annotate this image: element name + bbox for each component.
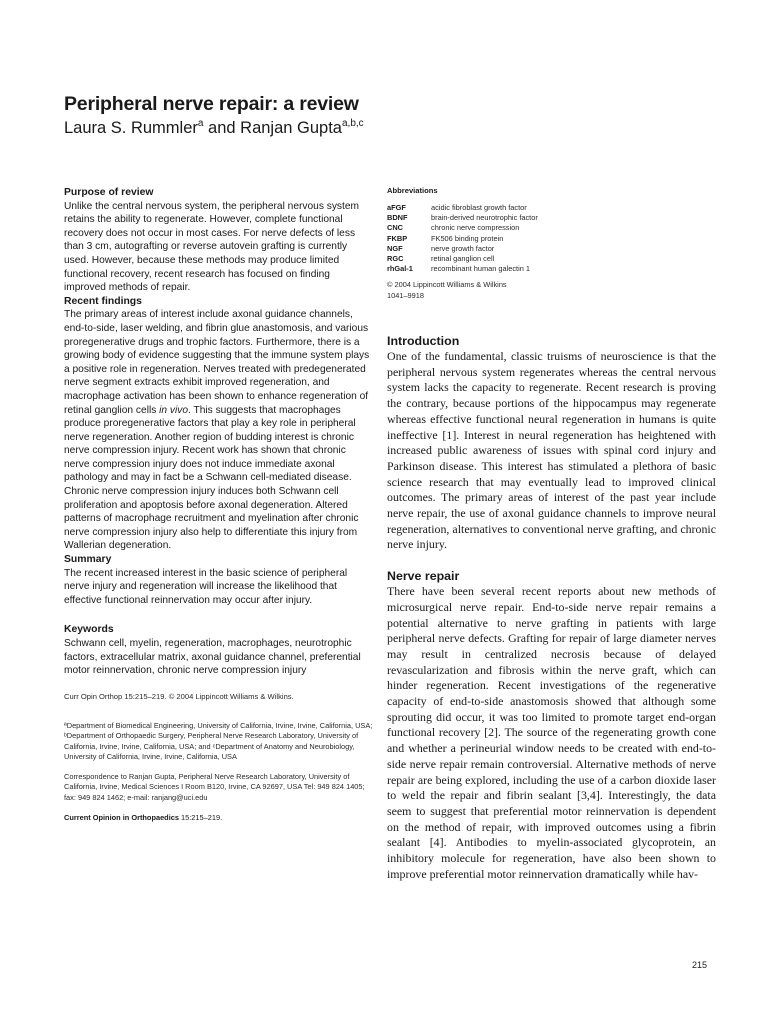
abbreviations-heading: Abbreviations: [387, 186, 438, 195]
abbreviation-definition: recombinant human galectin 1: [431, 264, 531, 274]
journal-reference: [64, 813, 374, 823]
abbreviation-key: CNC: [387, 223, 404, 233]
findings-text-part: . This suggests that macrophages produce proregenerative factors that play a key role in peripheral nerve regeneration. Another region of budding interest is chronic nerve compression injury. Recent work has shown that chronic nerve compression injury does not induce immediate axonal pathology and may in fact be a Schwann cell-mediated disease. Chronic nerve compression injury induces both Schwann cell proliferation and apoptosis before axonal degeneration. Altered patterns of macrophage recruitment and myelination after chronic nerve compression injury also help to differentiate this injury from Wallerian degeneration.: [64, 404, 359, 552]
page-number: 215: [692, 960, 708, 970]
abbreviation-row: [387, 264, 717, 274]
purpose-text: Unlike the central nervous system, the peripheral nervous system retains the ability to regenerate. However, complete functional recovery does not occur in most cases. For nerve defects of less than 3 cm, autografting or reverse autovein grafting is currently used. However, because these methods may produce limited functional recovery, recent research has focused on finding improved methods of repair.: [64, 200, 360, 294]
affiliations: ªDepartment of Biomedical Engineering, University of California, Irvine, Irvine, California, USA; ᵇDepartment of Orthopaedic Surgery, Peripheral Nerve Research Laboratory, University of California, Irvine, Irvine, California, USA; and ᶜDepartment of Anatomy and Neurobiology, University of California, Irvine, Irvine, California, USA: [64, 721, 373, 761]
abbreviation-definition: nerve growth factor: [431, 243, 495, 253]
nerve-repair-heading: Nerve repair: [387, 569, 460, 584]
abstract-column: [64, 186, 374, 823]
abbreviation-key: BDNF: [387, 213, 408, 223]
findings-text-italic: in vivo: [159, 404, 189, 416]
author-affiliation-mark: a,b,c: [341, 118, 364, 129]
abbreviation-key: NGF: [387, 243, 403, 253]
purpose-heading: Purpose of review: [64, 187, 154, 198]
author-name: Ranjan Gupta: [240, 119, 342, 137]
abbreviation-key: FKBP: [387, 233, 408, 243]
introduction-text: One of the fundamental, classic truisms of neuroscience is that the peripheral nervous system regenerates whereas the central nervous system lacks the capacity to regenerate. Recent research is proving the contrary, because portions of the hippocampus may regenerate whereas effective functional neural regeneration in humans is quite ineffective [1]. Interest in neural regeneration has heightened with increased public awareness of issues with spinal cord injury and Parkinson disease. This interest has stimulated a plethora of basic science research that may eventually lead to improved clinical outcomes. The primary areas of interest of the past year include nerve repair, the use of axonal guidance channels to improve neural regeneration, alternatives to conventional nerve grafting, and chronic nerve injury.: [387, 349, 716, 552]
abbreviation-row: [387, 203, 717, 213]
copyright-notice: [387, 280, 717, 300]
abbreviation-row: [387, 223, 717, 233]
journal-name: Current Opinion in Orthopaedics: [64, 812, 179, 822]
introduction-heading: Introduction: [387, 334, 460, 348]
body-column: [387, 333, 716, 883]
abbreviation-definition: chronic nerve compression: [431, 223, 520, 233]
abbreviations-box: [387, 186, 717, 301]
keywords-text: Schwann cell, myelin, regeneration, macrophages, neurotrophic factors, extracellular matrix, axonal guidance channel, preferential motor reinnervation, chronic nerve compression injury: [64, 638, 361, 677]
abbreviation-row: [387, 254, 717, 264]
findings-heading: Recent findings: [64, 295, 142, 307]
abbreviation-key: aFGF: [387, 203, 406, 212]
journal-pages: 15:215–219.: [178, 812, 223, 822]
keywords-heading: Keywords: [64, 624, 114, 636]
findings-text-part: The primary areas of interest include axonal guidance channels, end-to-side, laser welding, and fibrin glue anastomosis, and various proregenerative drugs and trophic factors. Furthermore, there is a growing body of evidence suggesting that the immune system plays a positive role in regeneration. Nerves treated with predegenerated nerve segment extracts exhibit improved regeneration, and macrophage activation has been shown to enhance regeneration of retinal ganglion cells: [64, 309, 370, 416]
abbreviation-definition: retinal ganglion cell: [431, 254, 495, 264]
abbreviation-definition: brain-derived neurotrophic factor: [431, 213, 538, 223]
summary-text: The recent increased interest in the basic science of peripheral nerve injury and regeneration will increase the likelihood that effective functional reinnervation may occur after injury.: [64, 567, 348, 606]
copyright-line: © 2004 Lippincott Williams & Wilkins: [387, 280, 507, 290]
article-title: Peripheral nerve repair: a review: [64, 93, 359, 115]
abbreviation-definition: FK506 binding protein: [431, 233, 504, 243]
summary-heading: Summary: [64, 554, 112, 566]
issn-line: 1041–9918: [387, 290, 424, 300]
author-name: Laura S. Rummler: [64, 119, 198, 137]
author-list: [64, 119, 364, 138]
findings-text: [64, 308, 374, 553]
nerve-repair-text: There have been several recent reports about new methods of microsurgical nerve repair. End-to-side nerve repair remains a potential alternative to nerve grafting in patients with large peripheral nerve defects. Grafting for repair of large diameter nerves may result in centralized necrosis because of delayed revascularization and fibrosis within the nerve graft, which can hinder regeneration. Recent investigations of the regenerative capacity of end-to-side anastomosis showed that although some sprouting did occur, it was too limited to promote target end-organ functional recovery [2]. The source of the regenerating growth cone and whether a perineurial window needs to be created with end-to-side nerve repair remain controversial. Alternative methods of nerve repair are being explored, including the use of a carbon dioxide laser to weld the repair and fibrin sealant [3,4]. Interestingly, the data seem to suggest that preferential motor reinnervation is dependent on the method of repair, with improved outcomes using a fibrin sealant [4]. Antibodies to myelin-associated glycoprotein, an inhibitory molecule for regeneration, have also been shown to improve preferential motor reinnervation dramatically while hav-: [387, 584, 716, 881]
abbreviation-row: [387, 213, 717, 223]
correspondence: Correspondence to Ranjan Gupta, Peripheral Nerve Research Laboratory, University of California, Irvine, Medical Sciences I Room B120, Irvine, CA 92697, USA Tel: 949 824 1405; fax: 949 824 1462; e-mail: ranjang@uci.edu: [64, 772, 365, 802]
abbreviation-key: RGC: [387, 254, 404, 264]
abbreviation-row: [387, 234, 717, 244]
author-conjunction: and: [203, 119, 241, 137]
abbreviation-definition: acidic fibroblast growth factor: [431, 203, 527, 212]
citation-line: Curr Opin Orthop 15:215–219. © 2004 Lippincott Williams & Wilkins.: [64, 691, 294, 701]
author-affiliation-mark: a: [197, 118, 204, 129]
abbreviation-key: rhGal-1: [387, 264, 413, 274]
abbreviation-row: [387, 244, 717, 254]
